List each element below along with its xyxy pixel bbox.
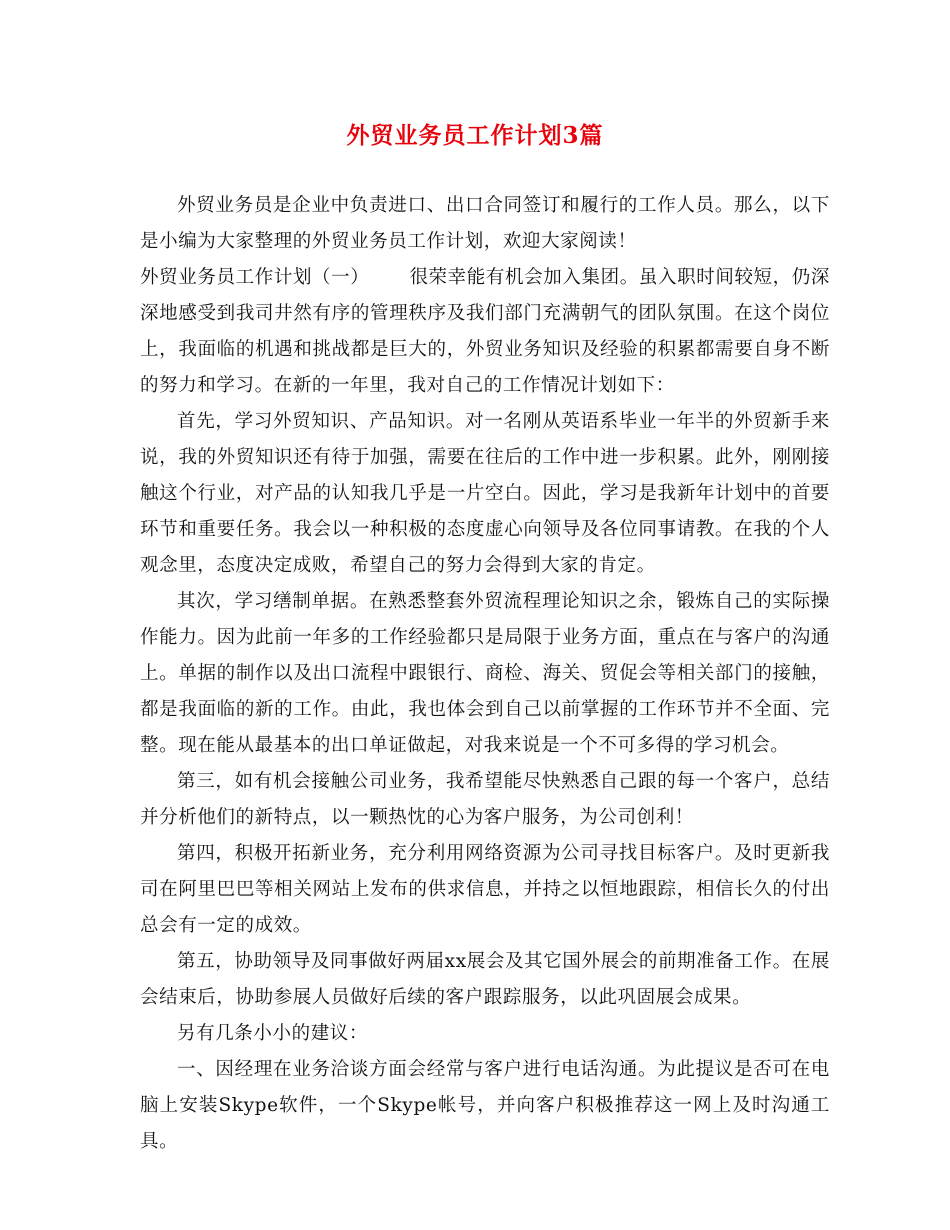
intro-paragraph: 外贸业务员是企业中负责进口、出口合同签订和履行的工作人员。那么，以下是小编为大家整理的外贸业务员工作计划，欢迎大家阅读！ — [140, 195, 830, 252]
paragraph-third: 第三，如有机会接触公司业务，我希望能尽快熟悉自己跟的每一个客户，总结并分析他们的新特点，以一颗热忱的心为客户服务，为公司创利！ — [140, 771, 830, 828]
suggestions-heading: 另有几条小小的建议： — [177, 1023, 369, 1044]
section-opening-text: 很荣幸能有机会加入集团。虽入职时间较短，仍深深地感受到我司井然有序的管理秩序及我们部门充满朝气的团队氛围。在这个岗位上，我面临的机遇和挑战都是巨大的，外贸业务知识及经验的积累都需要自身不断的努力和学习。在新的一年里，我对自己的工作情况计划如下： — [140, 267, 831, 396]
section-heading: 外贸业务员工作计划（一） — [140, 267, 370, 288]
paragraph-first: 首先，学习外贸知识、产品知识。对一名刚从英语系毕业一年半的外贸新手来说，我的外贸知识还有待于加强，需要在往后的工作中进一步积累。此外，刚刚接触这个行业，对产品的认知我几乎是一片空白。因此，学习是我新年计划中的首要环节和重要任务。我会以一种积极的态度虚心向领导及各位同事请教。在我的个人观念里，态度决定成败，希望自己的努力会得到大家的肯定。 — [140, 411, 830, 576]
paragraph-fourth: 第四，积极开拓新业务，充分利用网络资源为公司寻找目标客户。及时更新我司在阿里巴巴等相关网站上发布的供求信息，并持之以恒地跟踪，相信长久的付出总会有一定的成效。 — [140, 843, 830, 936]
document-body — [140, 188, 830, 1160]
paragraph-second: 其次，学习缮制单据。在熟悉整套外贸流程理论知识之余，锻炼自己的实际操作能力。因为此前一年多的工作经验都只是局限于业务方面，重点在与客户的沟通上。单据的制作以及出口流程中跟银行、商检、海关、贸促会等相关部门的接触，都是我面临的新的工作。由此，我也体会到自己以前掌握的工作环节并不全面、完整。现在能从最基本的出口单证做起，对我来说是一个不可多得的学习机会。 — [140, 591, 830, 756]
paragraph-fifth: 第五，协助领导及同事做好两届xx展会及其它国外展会的前期准备工作。在展会结束后，协助参展人员做好后续的客户跟踪服务，以此巩固展会成果。 — [140, 951, 830, 1008]
suggestion-item-one: 一、因经理在业务洽谈方面会经常与客户进行电话沟通。为此提议是否可在电脑上安装Skype软件，一个Skype帐号，并向客户积极推荐这一网上及时沟通工具。 — [140, 1059, 830, 1152]
section-one-paragraph — [140, 260, 830, 404]
document-title: 外贸业务员工作计划3篇 — [346, 122, 604, 149]
